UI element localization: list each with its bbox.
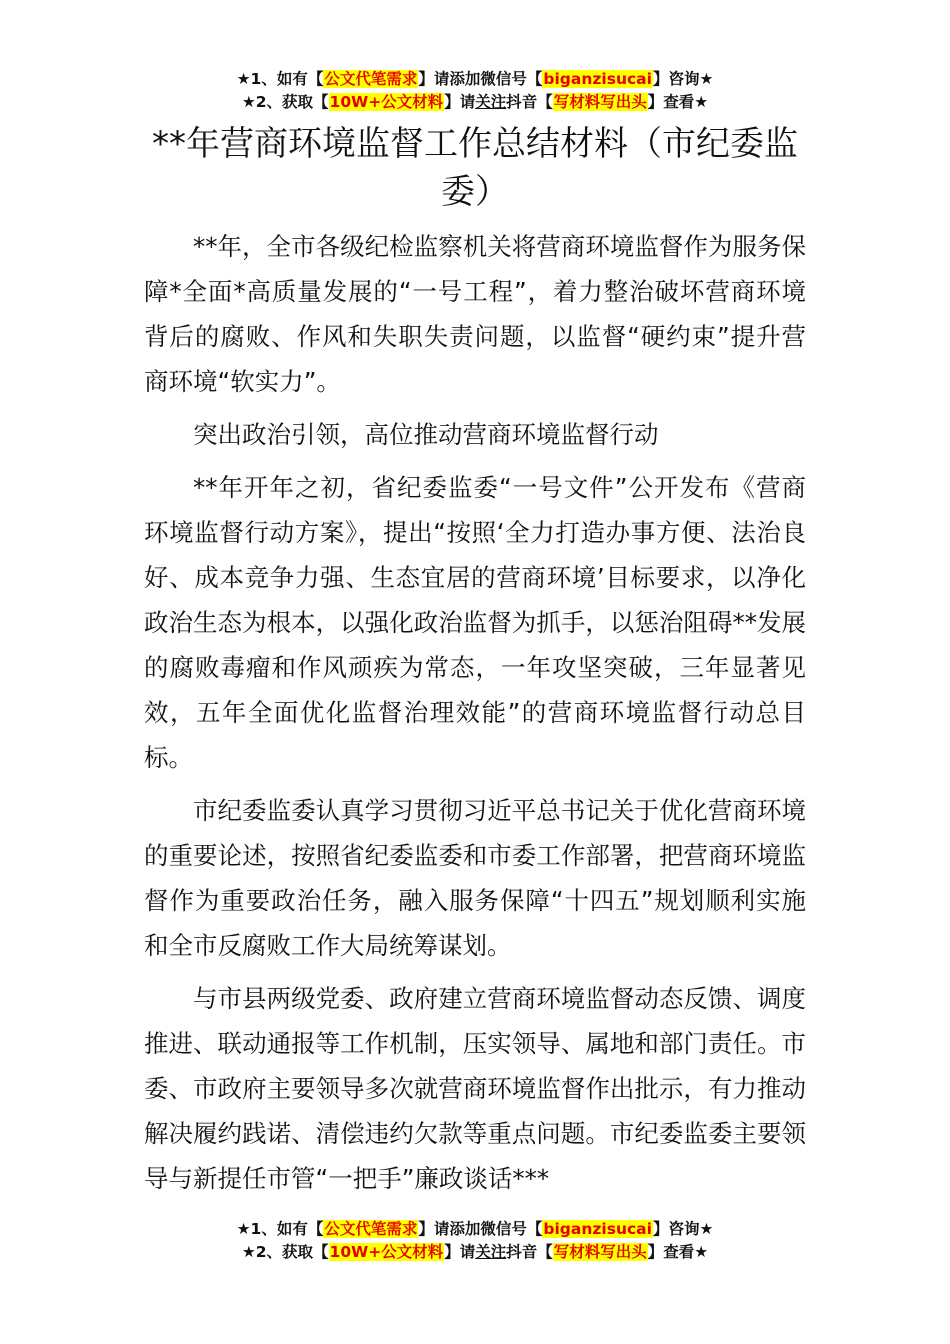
bottom-banner [0,1218,950,1264]
banner-emphasis: 关注 [475,1243,507,1261]
banner-line-2 [0,91,950,114]
banner-emphasis: 添加 [449,1220,481,1238]
paragraph-action-plan: **年开年之初，省纪委监委“一号文件”公开发布《营商环境监督行动方案》，提出“按照‘全力打造办事方便、法治良好、成本竞争力强、生态宜居的营商环境’目标要求，以净化政治生态为根本，以强化政治监督为抓手，以惩治阻碍**发展的腐败毒瘤和作风顽疾为常态，一年攻坚突破，三年显著见效，五年全面优化监督治理效能”的营商环境监督行动总目标。 [144,473,806,772]
banner-text: 抖音【 [506,1243,553,1261]
paragraph-intro: **年，全市各级纪检监察机关将营商环境监督作为服务保障*全面*高质量发展的“一号工程”，着力整治破坏营商环境背后的腐败、作风和失职失责问题，以监督“硬约束”提升营商环境“软实力”。 [144,232,806,396]
banner-line-1 [0,68,950,91]
banner-text: 】请 [418,1220,450,1238]
banner-text: 微信号【 [480,1220,543,1238]
paragraph-study: 市纪委监委认真学习贯彻习近平总书记关于优化营商环境的重要论述，按照省纪委监委和市委工作部署，把营商环境监督作为重要政治任务，融入服务保障“十四五”规划顺利实施和全市反腐败工作大局统筹谋划。 [144,796,806,960]
highlight-wechat-id: biganzisucai [543,1220,652,1238]
banner-text: 】查看★ [647,93,709,111]
banner-text: 微信号【 [480,70,543,88]
highlight-materials: 10W+公文材料 [329,1243,444,1261]
document-title: **年营商环境监督工作总结材料（市纪委监委） [152,124,798,212]
highlight-service: 公文代笔需求 [324,1220,418,1238]
banner-text: 】请 [444,93,476,111]
banner-emphasis: 关注 [475,93,507,111]
banner-emphasis: 添加 [449,70,481,88]
banner-line-2 [0,1241,950,1264]
banner-text: 】咨询★ [652,70,714,88]
section-heading: 突出政治引领，高位推动营商环境监督行动 [193,420,659,449]
banner-text: 】咨询★ [652,1220,714,1238]
highlight-douyin-account: 写材料写出头 [553,1243,647,1261]
banner-text: ★1、如有【 [236,70,324,88]
banner-text: 抖音【 [506,93,553,111]
banner-text: 】请 [418,70,450,88]
banner-text: 】请 [444,1243,476,1261]
banner-line-1 [0,1218,950,1241]
banner-text: ★2、获取【 [241,93,329,111]
highlight-service: 公文代笔需求 [324,70,418,88]
banner-text: ★2、获取【 [241,1243,329,1261]
banner-text: 】查看★ [647,1243,709,1261]
highlight-materials: 10W+公文材料 [329,93,444,111]
banner-text: ★1、如有【 [236,1220,324,1238]
highlight-wechat-id: biganzisucai [543,70,652,88]
document-body [144,224,806,1209]
paragraph-mechanism: 与市县两级党委、政府建立营商环境监督动态反馈、调度推进、联动通报等工作机制，压实领导、属地和部门责任。市委、市政府主要领导多次就营商环境监督作出批示，有力推动解决履约践诺、清偿违约欠款等重点问题。市纪委监委主要领导与新提任市管“一把手”廉政谈话*** [144,984,806,1193]
highlight-douyin-account: 写材料写出头 [553,93,647,111]
top-banner [0,68,950,114]
